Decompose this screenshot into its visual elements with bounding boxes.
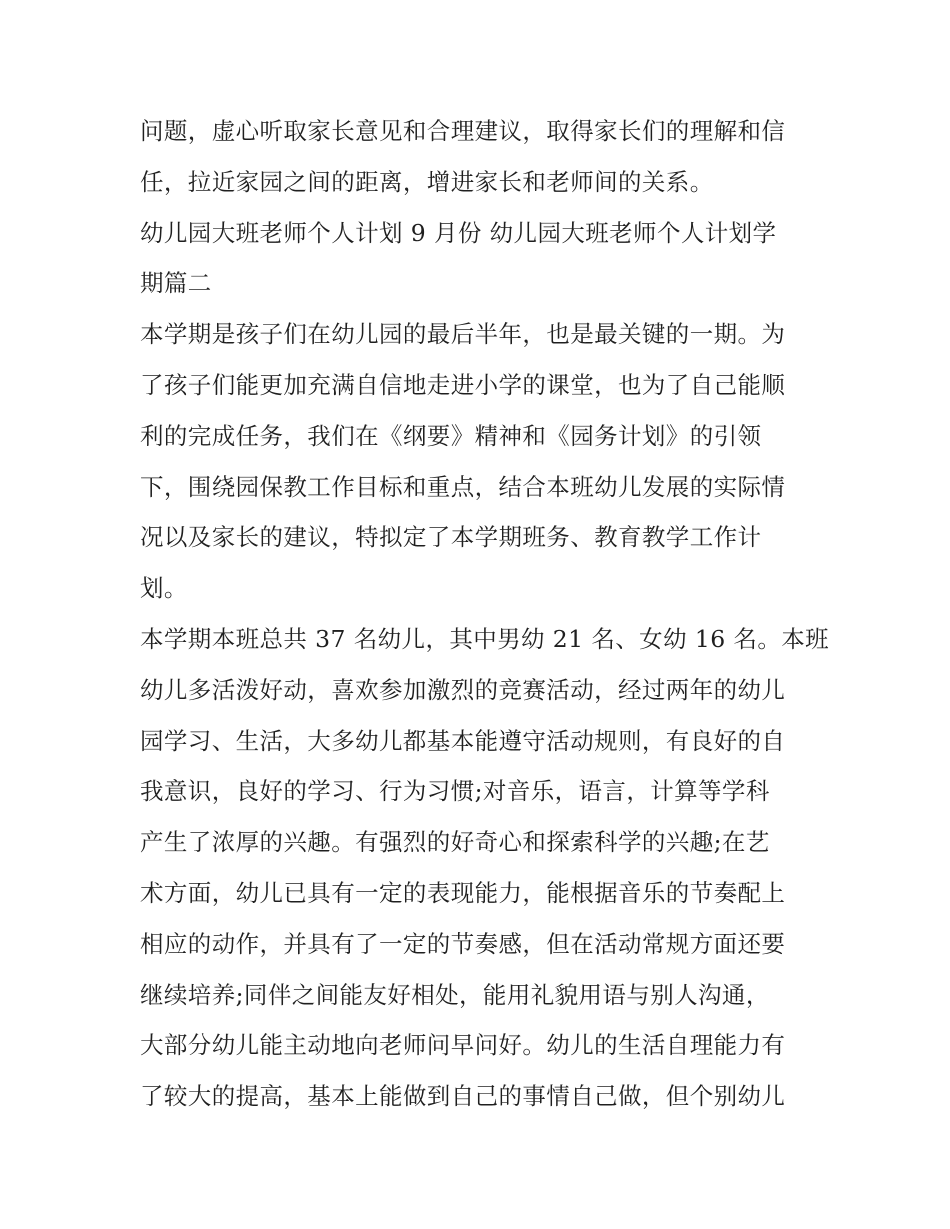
text-line: 大部分幼儿能主动地向老师问早问好。幼儿的生活自理能力有 <box>140 1031 786 1060</box>
body-text <box>140 106 830 1122</box>
text-line: 园学习、生活，大多幼儿都基本能遵守活动规则，有良好的自 <box>140 726 786 755</box>
text-line: 划。 <box>140 574 188 603</box>
text-line: 术方面，幼儿已具有一定的表现能力，能根据音乐的节奏配上 <box>140 878 786 907</box>
text-line: 本学期本班总共 37 名幼儿，其中男幼 21 名、女幼 16 名。本班 <box>140 624 830 653</box>
text-line: 况以及家长的建议，特拟定了本学期班务、教育教学工作计 <box>140 523 762 552</box>
text-line: 幼儿多活泼好动，喜欢参加激烈的竞赛活动，经过两年的幼儿 <box>140 675 786 704</box>
text-line: 相应的动作，并具有了一定的节奏感，但在活动常规方面还要 <box>140 929 786 958</box>
text-line: 问题，虚心听取家长意见和合理建议，取得家长们的理解和信 <box>140 117 786 145</box>
section-heading-line: 幼儿园大班老师个人计划 9 月份 幼儿园大班老师个人计划学 <box>140 218 777 247</box>
text-line: 利的完成任务，我们在《纲要》精神和《园务计划》的引领 <box>140 421 762 450</box>
section-heading-line: 期篇二 <box>140 269 212 298</box>
text-line: 了孩子们能更加充满自信地走进小学的课堂，也为了自己能顺 <box>140 370 786 399</box>
text-line: 我意识，良好的学习、行为习惯;对音乐，语言，计算等学科 <box>140 777 770 806</box>
text-line: 产生了浓厚的兴趣。有强烈的好奇心和探索科学的兴趣;在艺 <box>140 828 770 857</box>
text-line: 了较大的提高，基本上能做到自己的事情自己做，但个别幼儿 <box>140 1082 786 1111</box>
text-line: 下，围绕园保教工作目标和重点，结合本班幼儿发展的实际情 <box>140 472 786 501</box>
text-line: 继续培养;同伴之间能友好相处，能用礼貌用语与别人沟通， <box>140 980 770 1009</box>
text-line: 本学期是孩子们在幼儿园的最后半年，也是最关键的一期。为 <box>140 320 786 349</box>
text-line: 任，拉近家园之间的距离，增进家长和老师间的关系。 <box>140 167 714 196</box>
